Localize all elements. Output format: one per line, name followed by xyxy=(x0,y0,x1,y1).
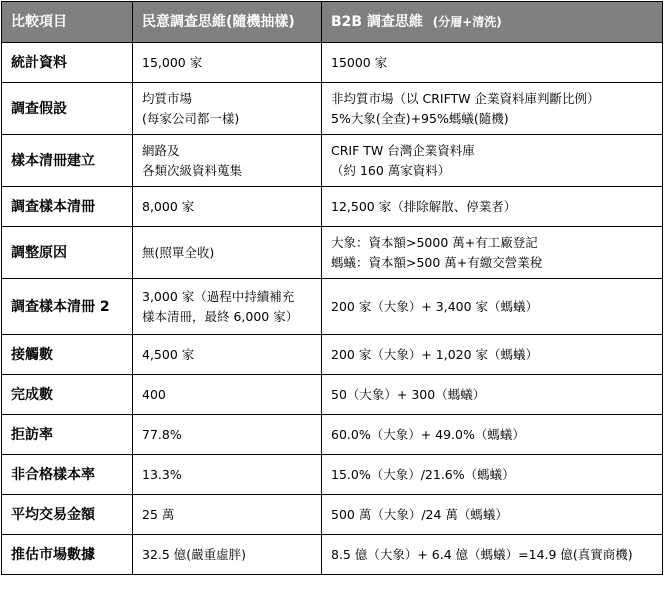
opinion-poll-cell xyxy=(133,43,322,83)
b2b-survey-cell xyxy=(322,135,663,187)
cell-line: 200 家（大象）+ 3,400 家（螞蟻） xyxy=(331,298,539,314)
row-label: 統計資料 xyxy=(2,43,133,83)
opinion-poll-cell xyxy=(133,415,322,455)
b2b-survey-cell xyxy=(322,227,663,279)
header-b2b-title: B2B 調查思維 xyxy=(331,14,423,30)
table-row xyxy=(2,135,663,187)
table-row xyxy=(2,335,663,375)
row-label: 接觸數 xyxy=(2,335,133,375)
row-label: 樣本清冊建立 xyxy=(2,135,133,187)
opinion-poll-cell xyxy=(133,187,322,227)
table-row xyxy=(2,187,663,227)
header-opinion-poll: 民意調查思維(隨機抽樣) xyxy=(133,2,322,43)
cell-line: 25 萬 xyxy=(142,506,175,522)
opinion-poll-cell xyxy=(133,135,322,187)
opinion-poll-cell xyxy=(133,335,322,375)
cell-line: 5%大象(全查)+95%螞蟻(隨機) xyxy=(331,110,509,126)
row-label: 調查樣本清冊 2 xyxy=(2,279,133,335)
opinion-poll-cell xyxy=(133,279,322,335)
b2b-survey-cell xyxy=(322,43,663,83)
row-label: 推估市場數據 xyxy=(2,535,133,575)
table-body xyxy=(2,43,663,575)
b2b-survey-cell xyxy=(322,455,663,495)
opinion-poll-cell xyxy=(133,83,322,135)
opinion-poll-cell xyxy=(133,375,322,415)
b2b-survey-cell xyxy=(322,415,663,455)
b2b-survey-cell xyxy=(322,375,663,415)
cell-line: 均質市場 xyxy=(142,90,193,106)
row-label: 調查樣本清冊 xyxy=(2,187,133,227)
cell-line: 15000 家 xyxy=(331,54,388,70)
table-row xyxy=(2,455,663,495)
cell-line: 15.0%（大象）/21.6%（螞蟻） xyxy=(331,466,515,482)
cell-line: 8,000 家 xyxy=(142,198,195,214)
cell-line: 60.0%（大象）+ 49.0%（螞蟻） xyxy=(331,426,525,442)
row-label: 調查假設 xyxy=(2,83,133,135)
cell-line: 200 家（大象）+ 1,020 家（螞蟻） xyxy=(331,346,539,362)
cell-line: 77.8% xyxy=(142,426,182,442)
row-label: 完成數 xyxy=(2,375,133,415)
header-b2b-subtitle: (分層+清洗) xyxy=(432,15,502,29)
b2b-survey-cell xyxy=(322,495,663,535)
cell-line: 3,000 家（過程中持續補充 xyxy=(142,288,295,304)
b2b-survey-cell xyxy=(322,279,663,335)
table-header xyxy=(2,2,663,43)
cell-line: 500 萬（大象）/24 萬（螞蟻） xyxy=(331,506,508,522)
cell-line: 大象：資本額>5000 萬+有工廠登記 xyxy=(331,234,538,250)
header-comparison-item: 比較項目 xyxy=(2,2,133,43)
cell-line: 螞蟻：資本額>500 萬+有繳交營業稅 xyxy=(331,254,543,270)
table-row xyxy=(2,43,663,83)
cell-line: 網路及 xyxy=(142,142,180,158)
cell-line: 15,000 家 xyxy=(142,54,203,70)
comparison-table xyxy=(1,1,663,575)
cell-line: 樣本清冊，最終 6,000 家） xyxy=(142,308,299,324)
cell-line: 12,500 家（排除解散、停業者） xyxy=(331,198,517,214)
cell-line: 50（大象）+ 300（螞蟻） xyxy=(331,386,486,402)
opinion-poll-cell xyxy=(133,227,322,279)
b2b-survey-cell xyxy=(322,187,663,227)
cell-line: 無(照單全收) xyxy=(142,244,215,260)
cell-line: 400 xyxy=(142,386,166,402)
header-b2b-survey xyxy=(322,2,663,43)
table-row xyxy=(2,535,663,575)
header-row xyxy=(2,2,663,43)
cell-line: 13.3% xyxy=(142,466,182,482)
cell-line: 各類次級資料蒐集 xyxy=(142,162,243,178)
cell-line: CRIF TW 台灣企業資料庫 xyxy=(331,142,475,158)
row-label: 非合格樣本率 xyxy=(2,455,133,495)
cell-line: 非均質市場（以 CRIFTW 企業資料庫判斷比例） xyxy=(331,90,600,106)
table-row xyxy=(2,415,663,455)
b2b-survey-cell xyxy=(322,335,663,375)
cell-line: 4,500 家 xyxy=(142,346,195,362)
table-row xyxy=(2,375,663,415)
opinion-poll-cell xyxy=(133,495,322,535)
cell-line: 8.5 億（大象）+ 6.4 億（螞蟻）=14.9 億(真實商機) xyxy=(331,546,633,562)
row-label: 平均交易金額 xyxy=(2,495,133,535)
row-label: 調整原因 xyxy=(2,227,133,279)
cell-line: (每家公司都一樣) xyxy=(142,110,240,126)
table-row xyxy=(2,279,663,335)
opinion-poll-cell xyxy=(133,455,322,495)
b2b-survey-cell xyxy=(322,83,663,135)
opinion-poll-cell xyxy=(133,535,322,575)
cell-line: 32.5 億(嚴重虛胖) xyxy=(142,546,247,562)
row-label: 拒訪率 xyxy=(2,415,133,455)
table-row xyxy=(2,83,663,135)
table-row xyxy=(2,495,663,535)
b2b-survey-cell xyxy=(322,535,663,575)
cell-line: （約 160 萬家資料） xyxy=(331,162,451,178)
table-row xyxy=(2,227,663,279)
